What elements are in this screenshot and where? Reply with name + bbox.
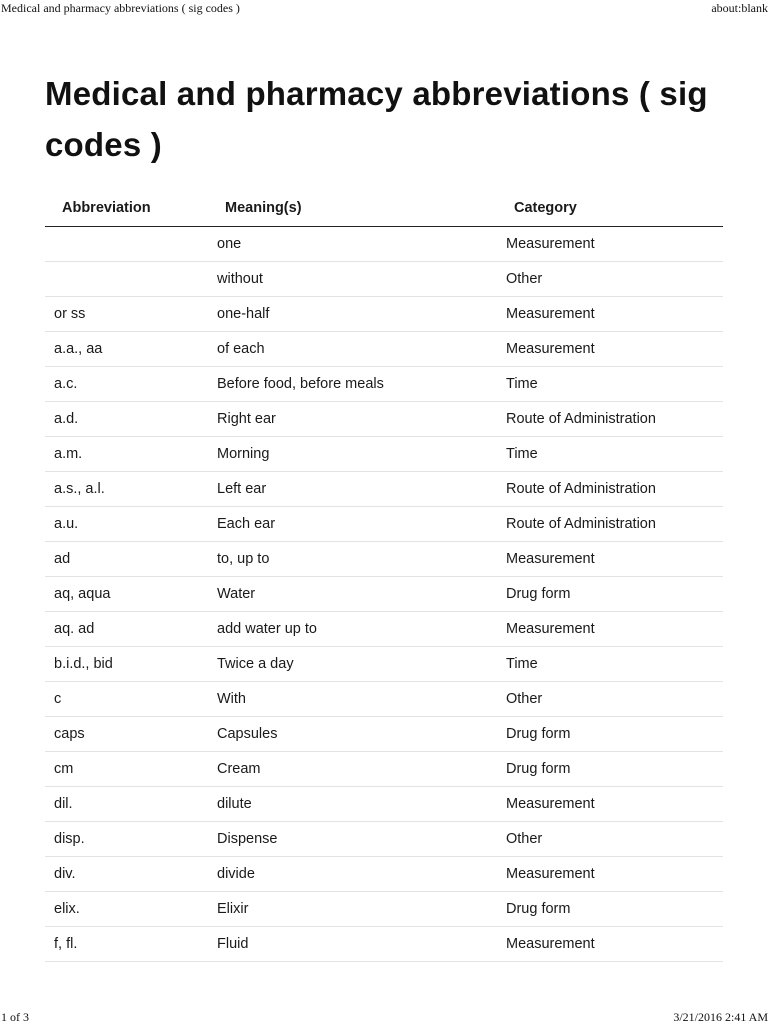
cell-abbreviation: b.i.d., bid bbox=[45, 647, 207, 682]
table-row bbox=[45, 752, 723, 787]
cell-meaning: one-half bbox=[207, 297, 496, 332]
cell-meaning: Before food, before meals bbox=[207, 367, 496, 402]
cell-meaning: one bbox=[207, 227, 496, 262]
cell-meaning: to, up to bbox=[207, 542, 496, 577]
cell-abbreviation: caps bbox=[45, 717, 207, 752]
cell-meaning: Capsules bbox=[207, 717, 496, 752]
table-row bbox=[45, 647, 723, 682]
cell-category: Drug form bbox=[496, 577, 723, 612]
table-row bbox=[45, 507, 723, 542]
cell-meaning: Twice a day bbox=[207, 647, 496, 682]
cell-category: Time bbox=[496, 367, 723, 402]
cell-meaning: Water bbox=[207, 577, 496, 612]
table-row bbox=[45, 262, 723, 297]
cell-category: Measurement bbox=[496, 542, 723, 577]
cell-category: Drug form bbox=[496, 717, 723, 752]
table-row bbox=[45, 227, 723, 262]
cell-abbreviation bbox=[45, 262, 207, 297]
cell-category: Measurement bbox=[496, 857, 723, 892]
footer-page-number: 1 of 3 bbox=[1, 1010, 29, 1024]
cell-category: Route of Administration bbox=[496, 507, 723, 542]
cell-meaning: Right ear bbox=[207, 402, 496, 437]
cell-abbreviation: aq. ad bbox=[45, 612, 207, 647]
column-header-category: Category bbox=[496, 190, 723, 227]
table-row bbox=[45, 577, 723, 612]
cell-meaning: without bbox=[207, 262, 496, 297]
table-row bbox=[45, 542, 723, 577]
cell-category: Measurement bbox=[496, 297, 723, 332]
column-header-meaning: Meaning(s) bbox=[207, 190, 496, 227]
table-row bbox=[45, 297, 723, 332]
cell-abbreviation: a.s., a.l. bbox=[45, 472, 207, 507]
cell-abbreviation: a.u. bbox=[45, 507, 207, 542]
cell-meaning: divide bbox=[207, 857, 496, 892]
cell-abbreviation: dil. bbox=[45, 787, 207, 822]
cell-abbreviation: ad bbox=[45, 542, 207, 577]
header-doc-title: Medical and pharmacy abbreviations ( sig codes ) bbox=[1, 1, 240, 15]
cell-meaning: Left ear bbox=[207, 472, 496, 507]
cell-abbreviation: a.d. bbox=[45, 402, 207, 437]
column-header-abbreviation: Abbreviation bbox=[45, 190, 207, 227]
table-row bbox=[45, 892, 723, 927]
cell-meaning: dilute bbox=[207, 787, 496, 822]
table-row bbox=[45, 787, 723, 822]
table-body bbox=[45, 227, 723, 962]
cell-meaning: Cream bbox=[207, 752, 496, 787]
cell-category: Time bbox=[496, 437, 723, 472]
cell-category: Other bbox=[496, 682, 723, 717]
cell-abbreviation bbox=[45, 227, 207, 262]
print-header bbox=[0, 1, 768, 17]
cell-meaning: Dispense bbox=[207, 822, 496, 857]
cell-category: Measurement bbox=[496, 787, 723, 822]
cell-meaning: Fluid bbox=[207, 927, 496, 962]
cell-category: Route of Administration bbox=[496, 402, 723, 437]
table-row bbox=[45, 332, 723, 367]
table-row bbox=[45, 927, 723, 962]
cell-meaning: Each ear bbox=[207, 507, 496, 542]
cell-meaning: of each bbox=[207, 332, 496, 367]
table-row bbox=[45, 717, 723, 752]
cell-abbreviation: c bbox=[45, 682, 207, 717]
cell-abbreviation: disp. bbox=[45, 822, 207, 857]
cell-abbreviation: a.m. bbox=[45, 437, 207, 472]
cell-category: Measurement bbox=[496, 332, 723, 367]
table-row bbox=[45, 367, 723, 402]
table-row bbox=[45, 857, 723, 892]
header-url: about:blank bbox=[711, 1, 768, 15]
cell-meaning: Morning bbox=[207, 437, 496, 472]
table-row bbox=[45, 472, 723, 507]
cell-category: Drug form bbox=[496, 892, 723, 927]
cell-abbreviation: cm bbox=[45, 752, 207, 787]
table-row bbox=[45, 822, 723, 857]
cell-abbreviation: elix. bbox=[45, 892, 207, 927]
table-header-row bbox=[45, 190, 723, 227]
cell-category: Measurement bbox=[496, 612, 723, 647]
cell-category: Drug form bbox=[496, 752, 723, 787]
table-row bbox=[45, 682, 723, 717]
table-row bbox=[45, 402, 723, 437]
cell-category: Measurement bbox=[496, 227, 723, 262]
cell-meaning: add water up to bbox=[207, 612, 496, 647]
abbreviations-table bbox=[45, 190, 723, 962]
footer-datetime: 3/21/2016 2:41 AM bbox=[673, 1010, 768, 1024]
page-title: Medical and pharmacy abbreviations ( sig codes ) bbox=[45, 75, 708, 163]
cell-meaning: Elixir bbox=[207, 892, 496, 927]
cell-abbreviation: div. bbox=[45, 857, 207, 892]
table-row bbox=[45, 437, 723, 472]
cell-category: Other bbox=[496, 262, 723, 297]
cell-abbreviation: or ss bbox=[45, 297, 207, 332]
cell-category: Other bbox=[496, 822, 723, 857]
cell-abbreviation: f, fl. bbox=[45, 927, 207, 962]
cell-category: Time bbox=[496, 647, 723, 682]
cell-category: Route of Administration bbox=[496, 472, 723, 507]
cell-abbreviation: a.a., aa bbox=[45, 332, 207, 367]
cell-meaning: With bbox=[207, 682, 496, 717]
table-row bbox=[45, 612, 723, 647]
cell-abbreviation: a.c. bbox=[45, 367, 207, 402]
cell-abbreviation: aq, aqua bbox=[45, 577, 207, 612]
cell-category: Measurement bbox=[496, 927, 723, 962]
